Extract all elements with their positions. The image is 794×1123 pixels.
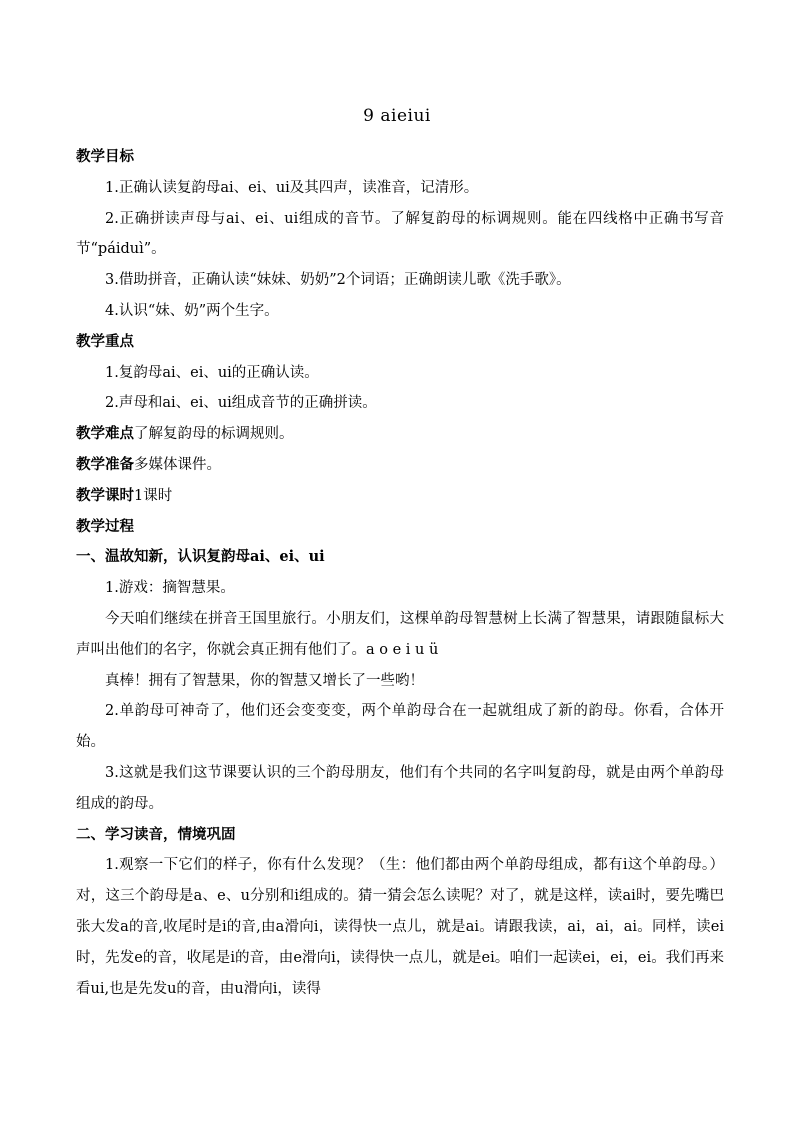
part2-heading: 二、学习读音，情境巩固	[76, 825, 236, 843]
part1-paragraph: 2.单韵母可神奇了，他们还会变变变，两个单韵母合在一起就组成了新的韵母。你看，合体开始。	[76, 703, 724, 751]
process-heading: 教学过程	[76, 517, 134, 535]
part1-paragraph: 3.这就是我们这节课要认识的三个韵母朋友，他们有个共同的名字叫复韵母，就是由两个单韵母组成的韵母。	[76, 764, 724, 812]
goal-item: 3.借助拼音，正确认读“妹妹、奶奶”2个词语；正确朗读儿歌《洗手歌》。	[105, 272, 571, 289]
part2-paragraph: 1.观察一下它们的样子，你有什么发现？（生：他们都由两个单韵母组成，都有i这个单韵母。）对，这三个韵母是a、e、u分别和i组成的。猜一猜会怎么读呢？对了，就是这样，读ai时，要先嘴巴张大发a的音,收尾时是i的音,由a滑向i，读得快一点儿，就是ai。请跟我读，ai，ai，ai。同样，读ei时，先发e的音，收尾是i的音，由e滑向i，读得快一点儿，就是ei。咱们一起读ei，ei，ei。我们再来看ui,也是先发u的音，由u滑向i，读得	[76, 857, 724, 997]
hours-text: 1课时	[134, 487, 173, 504]
prep-text: 多媒体课件。	[134, 456, 221, 473]
part1-paragraph: 1.游戏：摘智慧果。	[105, 580, 235, 597]
part1-heading: 一、温故知新，认识复韵母ai、ei、ui	[76, 548, 325, 566]
prep-line	[76, 450, 724, 481]
key-point-item: 2.声母和ai、ei、ui组成音节的正确拼读。	[105, 395, 377, 412]
goal-item: 2.正确拼读声母与ai、ei、ui组成的音节。了解复韵母的标调规则。能在四线格中正确书写音节“páiduì”。	[76, 210, 724, 258]
key-points-heading: 教学重点	[76, 332, 134, 350]
hours-label: 教学课时	[76, 486, 134, 504]
difficulty-text: 了解复韵母的标调规则。	[134, 426, 294, 443]
key-point-item: 1.复韵母ai、ei、ui的正确认读。	[105, 364, 319, 381]
goals-heading: 教学目标	[76, 148, 134, 165]
difficulty-line	[76, 419, 724, 450]
prep-label: 教学准备	[76, 455, 134, 473]
goal-item: 1.正确认读复韵母ai、ei、ui及其四声，读准音，记清形。	[105, 179, 479, 196]
page-title: 9 aieiui	[363, 106, 431, 126]
goal-item: 4.认识“妹、奶”两个生字。	[105, 302, 279, 319]
hours-line	[76, 481, 724, 512]
part1-paragraph: 真棒！拥有了智慧果，你的智慧又增长了一些哟！	[105, 672, 424, 689]
document-body	[76, 142, 724, 1004]
difficulty-label: 教学难点	[76, 425, 134, 443]
part1-paragraph: 今天咱们继续在拼音王国里旅行。小朋友们，这棵单韵母智慧树上长满了智慧果，请跟随鼠标大声叫出他们的名字，你就会真正拥有他们了。a o e i u ü	[76, 610, 724, 658]
